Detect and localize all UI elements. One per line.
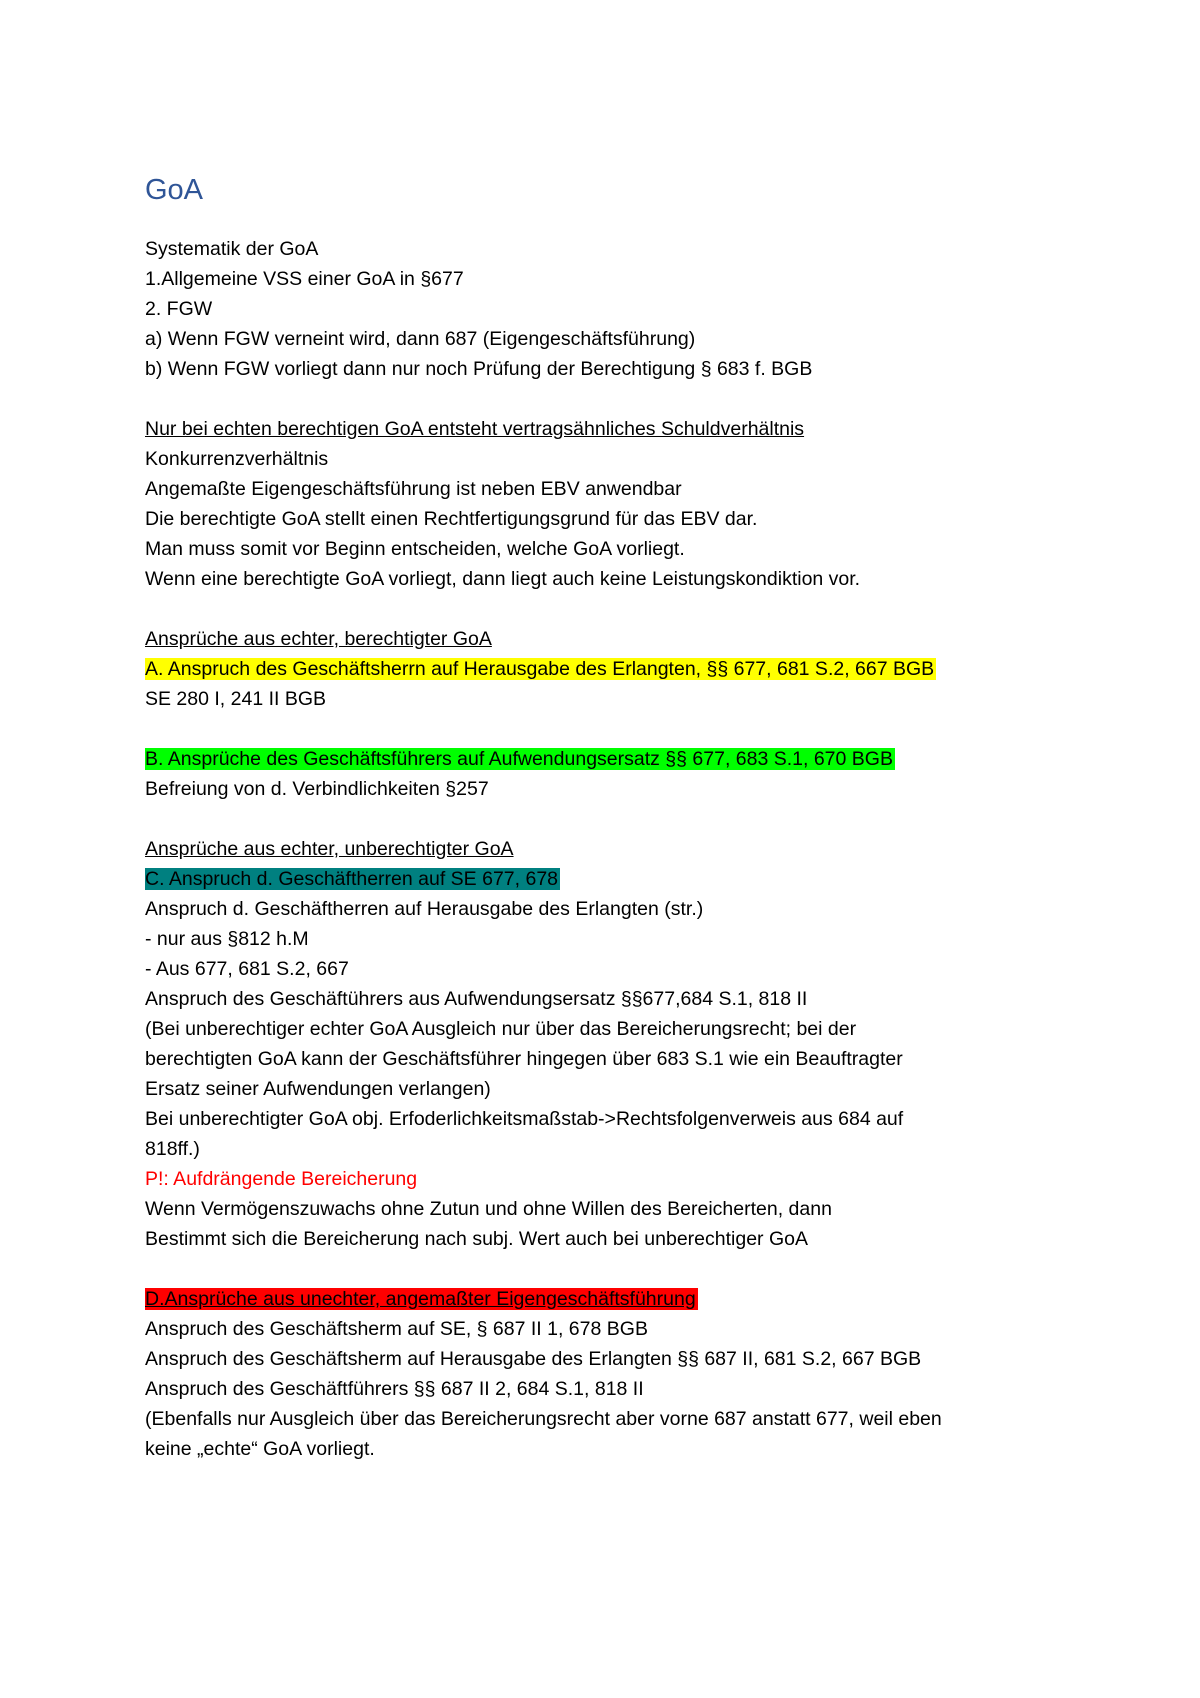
document-title: GoA — [145, 174, 204, 206]
line-text: Anspruch des Geschäftührers aus Aufwendungsersatz §§677,684 S.1, 818 II — [145, 988, 808, 1010]
line-text: Befreiung von d. Verbindlichkeiten §257 — [145, 778, 489, 800]
line-text: A. Anspruch des Geschäftsherrn auf Herausgabe des Erlangten, §§ 677, 681 S.2, 667 BGB — [145, 658, 935, 680]
text-line — [145, 564, 1105, 594]
blank-line — [145, 384, 1105, 414]
line-text: 818ff.) — [145, 1138, 200, 1160]
text-line — [145, 1314, 1105, 1344]
line-text: Ansprüche aus echter, berechtigter GoA — [145, 628, 492, 650]
text-line — [145, 354, 1105, 384]
highlighted-heading — [145, 654, 1105, 684]
text-line — [145, 1164, 1105, 1194]
text-line — [145, 1014, 1105, 1044]
line-text: 2. FGW — [145, 298, 213, 320]
text-line — [145, 1404, 1105, 1434]
text-line — [145, 534, 1105, 564]
line-text: Systematik der GoA — [145, 238, 319, 260]
text-line — [145, 1224, 1105, 1254]
line-text: Anspruch d. Geschäftherren auf Herausgabe des Erlangten (str.) — [145, 898, 704, 920]
line-text: Konkurrenzverhältnis — [145, 448, 329, 470]
line-text: Wenn eine berechtigte GoA vorliegt, dann liegt auch keine Leistungskondiktion vor. — [145, 568, 861, 590]
text-line — [145, 774, 1105, 804]
text-line — [145, 894, 1105, 924]
line-text: Ansprüche aus echter, unberechtigter GoA — [145, 838, 514, 860]
section-heading — [145, 834, 1105, 864]
line-text: Anspruch des Geschäftführers §§ 687 II 2, 684 S.1, 818 II — [145, 1378, 644, 1400]
blank-line — [145, 1254, 1105, 1284]
line-text: Die berechtigte GoA stellt einen Rechtfertigungsgrund für das EBV dar. — [145, 508, 758, 530]
highlighted-heading — [145, 744, 1105, 774]
blank-line — [145, 714, 1105, 744]
blank-line — [145, 804, 1105, 834]
line-text: Anspruch des Geschäftsherm auf SE, § 687 II 1, 678 BGB — [145, 1318, 648, 1340]
highlighted-heading — [145, 1284, 1105, 1314]
document-page — [145, 170, 1105, 1464]
line-text: Bestimmt sich die Bereicherung nach subj. Wert auch bei unberechtiger GoA — [145, 1228, 808, 1250]
line-text: a) Wenn FGW verneint wird, dann 687 (Eigengeschäftsführung) — [145, 328, 696, 350]
line-text: C. Anspruch d. Geschäftherren auf SE 677, 678 — [145, 868, 559, 890]
section-heading — [145, 414, 1105, 444]
text-line — [145, 1134, 1105, 1164]
line-text: Anspruch des Geschäftsherm auf Herausgabe des Erlangten §§ 687 II, 681 S.2, 667 BGB — [145, 1348, 922, 1370]
document-body — [145, 234, 1105, 1464]
line-text: - Aus 677, 681 S.2, 667 — [145, 958, 349, 980]
line-text: Nur bei echten berechtigen GoA entsteht vertragsähnliches Schuldverhältnis — [145, 418, 805, 440]
text-line — [145, 1074, 1105, 1104]
text-line — [145, 234, 1105, 264]
text-line — [145, 504, 1105, 534]
text-line — [145, 924, 1105, 954]
line-text: (Ebenfalls nur Ausgleich über das Bereicherungsrecht aber vorne 687 anstatt 677, weil eben — [145, 1408, 942, 1430]
line-text: berechtigten GoA kann der Geschäftsführer hingegen über 683 S.1 wie ein Beauftragter — [145, 1048, 903, 1070]
text-line — [145, 1194, 1105, 1224]
text-line — [145, 684, 1105, 714]
text-line — [145, 1434, 1105, 1464]
line-text: - nur aus §812 h.M — [145, 928, 309, 950]
line-text: B. Ansprüche des Geschäftsführers auf Aufwendungsersatz §§ 677, 683 S.1, 670 BGB — [145, 748, 893, 770]
text-line — [145, 984, 1105, 1014]
line-text: Angemaßte Eigengeschäftsführung ist neben EBV anwendbar — [145, 478, 682, 500]
text-line — [145, 1044, 1105, 1074]
line-text: b) Wenn FGW vorliegt dann nur noch Prüfung der Berechtigung § 683 f. BGB — [145, 358, 813, 380]
text-line — [145, 1374, 1105, 1404]
blank-line — [145, 594, 1105, 624]
text-line — [145, 1344, 1105, 1374]
line-text: SE 280 I, 241 II BGB — [145, 688, 327, 710]
line-text: (Bei unberechtiger echter GoA Ausgleich nur über das Bereicherungsrecht; bei der — [145, 1018, 857, 1040]
line-text: Man muss somit vor Beginn entscheiden, welche GoA vorliegt. — [145, 538, 685, 560]
text-line — [145, 1104, 1105, 1134]
line-text: P!: Aufdrängende Bereicherung — [145, 1168, 418, 1190]
line-text: 1.Allgemeine VSS einer GoA in §677 — [145, 268, 464, 290]
text-line — [145, 264, 1105, 294]
line-text: Bei unberechtigter GoA obj. Erfoderlichkeitsmaßstab->Rechtsfolgenverweis aus 684 auf — [145, 1108, 904, 1130]
text-line — [145, 954, 1105, 984]
section-heading — [145, 624, 1105, 654]
text-line — [145, 474, 1105, 504]
line-text: Ersatz seiner Aufwendungen verlangen) — [145, 1078, 491, 1100]
line-text: Wenn Vermögenszuwachs ohne Zutun und ohne Willen des Bereicherten, dann — [145, 1198, 832, 1220]
text-line — [145, 324, 1105, 354]
text-line — [145, 294, 1105, 324]
highlighted-heading — [145, 864, 1105, 894]
line-text: keine „echte“ GoA vorliegt. — [145, 1438, 375, 1460]
text-line — [145, 444, 1105, 474]
line-text: D.Ansprüche aus unechter, angemaßter Eigengeschäftsführung — [145, 1288, 696, 1310]
